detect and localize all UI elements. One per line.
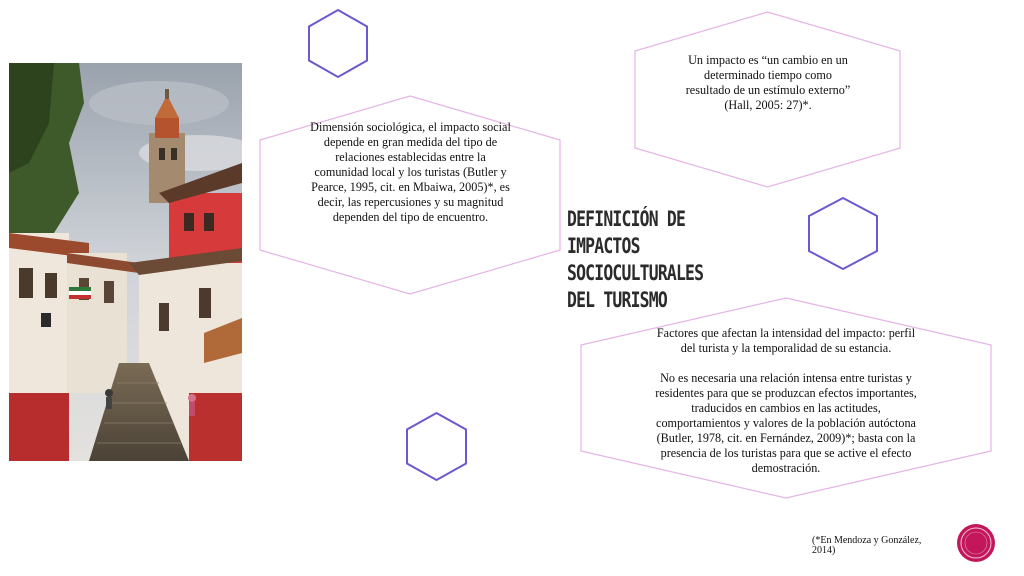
slide-title-line-3: SOCIOCULTURALES [567, 261, 704, 285]
hexagon-right-small [808, 197, 878, 270]
top-hexagon-text: Un impacto es “un cambio en un determinado tiempo como resultado de un estímulo externo” (Hall, 2005: 27)*. [685, 53, 851, 112]
left-hexagon-text: Dimensión sociológica, el impacto social depende en gran medida del tipo de relaciones establecidas entre la comunidad local y los turistas (Butler y Pearce, 1995, cit. en Mbaiwa, 2005)*, es decir, las repercusiones y su magnitud dependen del tipo de encuentro. [310, 120, 511, 224]
bottom-hexagon-text [648, 326, 924, 476]
bottom-hexagon-paragraph-2: No es necesaria una relación intensa entre turistas y residentes para que se produzcan efectos importantes, traducidos en cambios en las actitudes, comportamientos y valores de la población autóctona (Butler, 1978, cit. en Fernández, 2009)*; basta con la presencia de los turistas para que se active el efecto demostración. [655, 371, 917, 475]
slide-title-line-2: IMPACTOS [567, 234, 640, 258]
bottom-hexagon-paragraph-1: Factores que afectan la intensidad del impacto: perfil del turista y la temporalidad de su estancia. [656, 326, 916, 355]
colonial-street-photo [9, 63, 242, 461]
hexagon-top-small [308, 9, 368, 78]
citation-note: (*En Mendoza y González, 2014) [812, 535, 922, 556]
slide-title [567, 206, 715, 314]
hexagon-bottom-small [406, 412, 467, 481]
next-slide-button[interactable] [956, 523, 996, 563]
slide-title-line-1: DEFINICIÓN DE [567, 207, 686, 231]
slide-title-line-4: DEL TURISMO [567, 288, 667, 312]
